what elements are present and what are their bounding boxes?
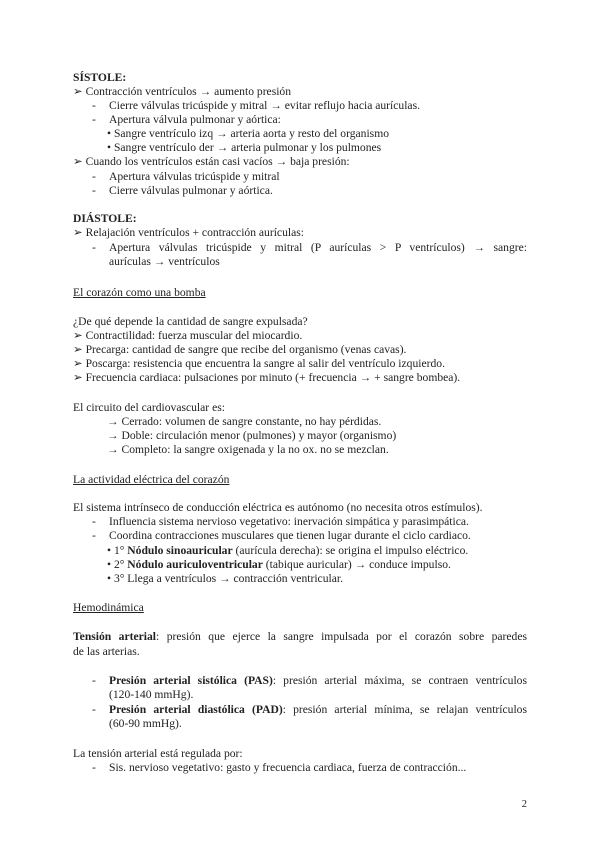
pas-def: : presión arterial máxima, se contraen ventrículos (272, 674, 527, 687)
diastole-title: DIÁSTOLE: (73, 212, 137, 225)
nodulo-1-name: Nódulo sinoauricular (127, 544, 233, 557)
tension-line-1 (73, 630, 527, 645)
sistole-bullet-2: • Sangre ventrículo der → arteria pulmonar y los pulmones (107, 141, 382, 154)
regulada-intro: La tensión arterial está regulada por: (73, 747, 243, 760)
electrica-sub-2: Coordina contracciones musculares que tienen lugar durante el ciclo cardiaco. (109, 529, 471, 542)
electrica-heading: La actividad eléctrica del corazón (73, 473, 230, 486)
bomba-item-1: ➢ Contractilidad: fuerza muscular del miocardio. (73, 329, 303, 342)
page-number: 2 (521, 799, 527, 810)
dash-marker: - (92, 515, 96, 528)
dash-marker: - (92, 241, 96, 254)
dash-marker: - (92, 703, 96, 716)
dash-marker: - (92, 674, 96, 687)
hemo-heading: Hemodinámica (73, 601, 144, 614)
nodulo-1-desc: (aurícula derecha): se origina el impulso eléctrico. (232, 544, 469, 557)
sistole-sub-3: Apertura válvulas tricúspide y mitral (109, 170, 280, 183)
sistole-bullet-1: • Sangre ventrículo izq → arteria aorta y resto del organismo (107, 127, 390, 140)
sistole-sub-1: Cierre válvulas tricúspide y mitral → evitar reflujo hacia aurículas. (109, 99, 420, 112)
pad-term: Presión arterial diastólica (PAD) (109, 703, 283, 716)
dash-marker: - (92, 184, 96, 197)
tension-line-2: de las arterias. (73, 645, 140, 658)
bomba-item-4: ➢ Frecuencia cardiaca: pulsaciones por minuto (+ frecuencia → + sangre bombea). (73, 371, 461, 384)
bomba-heading: El corazón como una bomba (73, 286, 206, 299)
pas-line-1 (109, 674, 527, 689)
nodulo-2-line (107, 558, 451, 573)
circuit-item-3: → Completo: la sangre oxigenada y la no ox. no se mezclan. (107, 443, 389, 456)
pas-term: Presión arterial sistólica (PAS) (109, 674, 273, 687)
circuit-intro: El circuito del cardiovascular es: (73, 401, 225, 414)
dash-marker: - (92, 113, 96, 126)
pad-line-1 (109, 703, 527, 718)
dash-marker: - (92, 99, 96, 112)
pas-line-2: (120-140 mmHg). (109, 688, 194, 701)
dash-marker: - (92, 529, 96, 542)
nodulo-1-prefix: • 1° (107, 544, 128, 557)
electrica-intro: El sistema intrínseco de conducción eléctrica es autónomo (no necesita otros estímulos). (73, 501, 483, 514)
sistole-title: SÍSTOLE: (73, 71, 127, 84)
nodulo-3-line: • 3° Llega a ventrículos → contracción ventricular. (107, 572, 343, 585)
diastole-sub-line-2: aurículas → ventrículos (109, 255, 220, 268)
tension-term: Tensión arterial (73, 630, 157, 643)
bomba-item-2: ➢ Precarga: cantidad de sangre que recibe del organismo (venas cavas). (73, 343, 407, 356)
circuit-item-2: → Doble: circulación menor (pulmones) y mayor (organismo) (107, 429, 397, 442)
regulada-sub: Sis. nervioso vegetativo: gasto y frecuencia cardiaca, fuerza de contracción... (109, 761, 467, 774)
tension-def: : presión que ejerce la sangre impulsada por el corazón sobre paredes (156, 630, 527, 643)
nodulo-2-name: Nódulo auriculoventricular (127, 558, 263, 571)
circuit-item-1: → Cerrado: volumen de sangre constante, no hay pérdidas. (107, 415, 382, 428)
dash-marker: - (92, 761, 96, 774)
diastole-sub-line-1: Apertura válvulas tricúspide y mitral (P aurículas > P ventrículos) → sangre: (109, 241, 527, 254)
pad-def: : presión arterial mínima, se relajan ventrículos (282, 703, 527, 716)
nodulo-2-desc: (tabique auricular) → conduce impulso. (262, 558, 451, 571)
sistole-sub-4: Cierre válvulas pulmonar y aórtica. (109, 184, 273, 197)
dash-marker: - (92, 170, 96, 183)
bomba-item-3: ➢ Poscarga: resistencia que encuentra la sangre al salir del ventrículo izquierdo. (73, 357, 445, 370)
bomba-question: ¿De qué depende la cantidad de sangre expulsada? (73, 315, 308, 328)
pad-line-2: (60-90 mmHg). (109, 717, 182, 730)
electrica-sub-1: Influencia sistema nervioso vegetativo: inervación simpática y parasimpática. (109, 515, 469, 528)
sistole-item-1: ➢ Contracción ventrículos → aumento presión (73, 85, 292, 98)
nodulo-1-line (107, 544, 468, 559)
diastole-item-1: ➢ Relajación ventrículos + contracción aurículas: (73, 226, 304, 239)
sistole-item-2: ➢ Cuando los ventrículos están casi vacíos → baja presión: (73, 155, 350, 168)
sistole-sub-2: Apertura válvula pulmonar y aórtica: (109, 113, 281, 126)
nodulo-2-prefix: • 2° (107, 558, 128, 571)
